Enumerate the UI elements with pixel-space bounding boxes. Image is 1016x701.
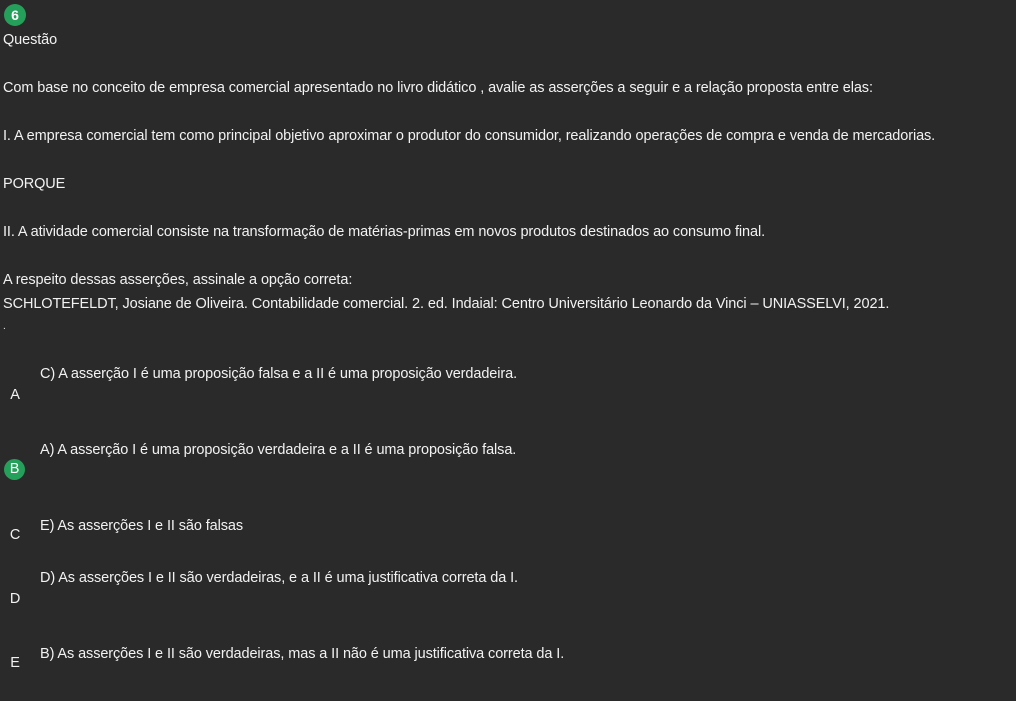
assertion-1: I. A empresa comercial tem como principal objetivo aproximar o produtor do consumidor, realizando operações de compra e venda de mercadorias. [3, 128, 936, 144]
option-letter[interactable]: D [9, 591, 21, 607]
connector-text: PORQUE [3, 176, 66, 192]
option-text[interactable]: C) A asserção I é uma proposição falsa e a II é uma proposição verdadeira. [40, 366, 518, 382]
option-text[interactable]: D) As asserções I e II são verdadeiras, e a II é uma justificativa correta da I. [40, 570, 518, 586]
option-letter[interactable]: E [10, 655, 20, 671]
reference-citation: SCHLOTEFELDT, Josiane de Oliveira. Contabilidade comercial. 2. ed. Indaial: Centro Universitário Leonardo da Vinci – UNIASSELVI, 2021. [3, 296, 890, 312]
question-intro: Com base no conceito de empresa comercial apresentado no livro didático , avalie as asserções a seguir e a relação proposta entre elas: [3, 80, 873, 96]
question-prompt: A respeito dessas asserções, assinale a opção correta: [3, 272, 353, 288]
separator-dot: . [3, 321, 6, 332]
option-text[interactable]: B) As asserções I e II são verdadeiras, mas a II não é uma justificativa correta da I. [40, 646, 565, 662]
question-label: Questão [3, 32, 58, 48]
option-text[interactable]: E) As asserções I e II são falsas [40, 518, 244, 534]
assertion-2: II. A atividade comercial consiste na transformação de matérias-primas em novos produtos destinados ao consumo final. [3, 224, 766, 240]
selected-option-badge[interactable]: B [4, 459, 25, 480]
question-number-badge: 6 [4, 4, 26, 26]
option-text[interactable]: A) A asserção I é uma proposição verdadeira e a II é uma proposição falsa. [40, 442, 517, 458]
option-letter[interactable]: C [9, 527, 21, 543]
option-letter[interactable]: A [10, 387, 20, 403]
